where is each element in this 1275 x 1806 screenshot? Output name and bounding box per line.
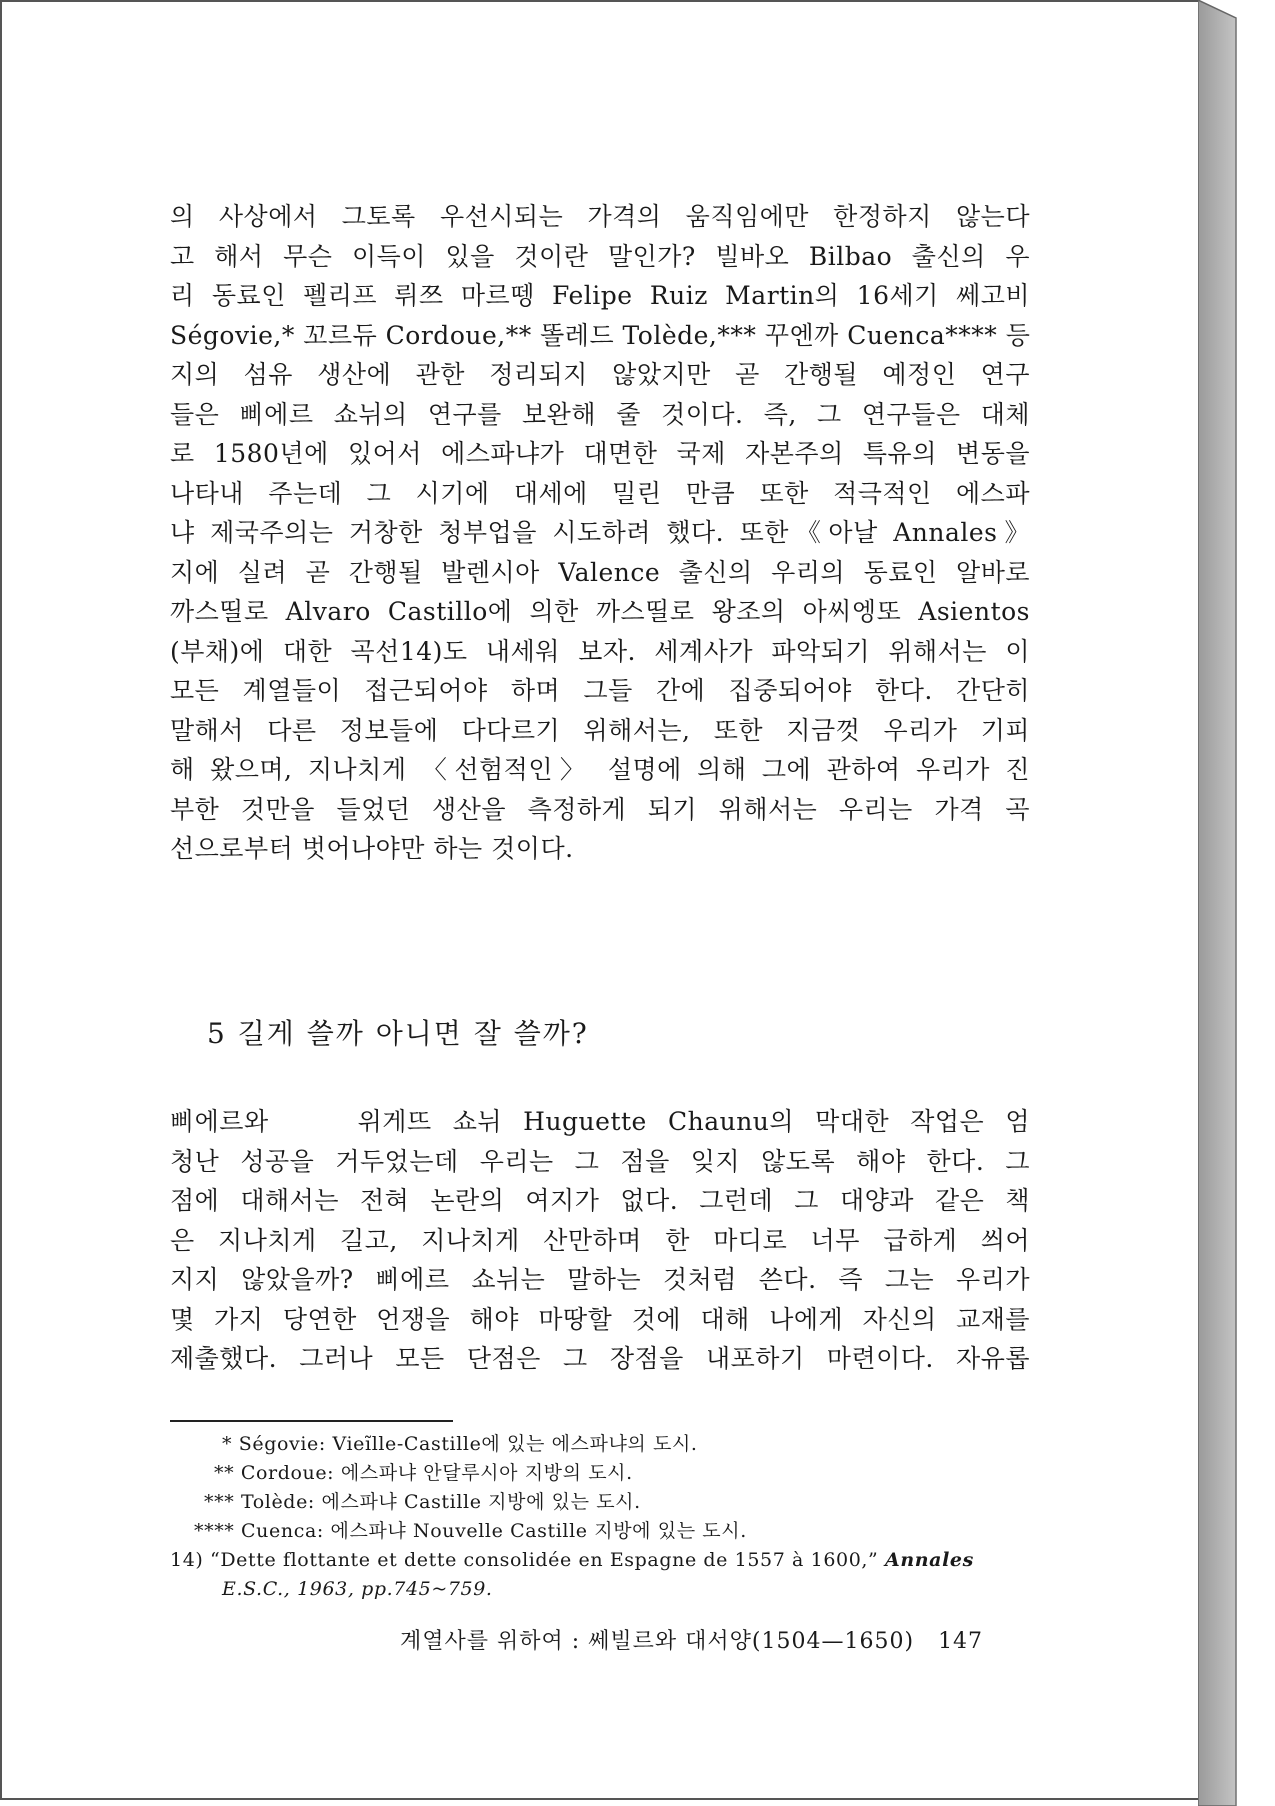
running-title: 계열사를 위하여 : 쎄빌르와 대서양(1504—1650) bbox=[400, 1629, 915, 1654]
text-line: 말해서 다른 정보들에 다다르기 위해서는, 또한 지금껏 우리가 기피 bbox=[170, 715, 1030, 745]
section-heading: 5 길게 쓸까 아니면 잘 쓸까? bbox=[207, 1017, 589, 1050]
text-line: 지의 섬유 생산에 관한 정리되지 않았지만 곧 간행될 예정인 연구 bbox=[170, 360, 1030, 389]
text-line: (부채)에 대한 곡선14)도 내세워 보자. 세계사가 파악되기 위해서는 이 bbox=[170, 636, 1030, 666]
page-number: 147 bbox=[938, 1629, 984, 1654]
footnote-mark: 14) bbox=[170, 1549, 204, 1571]
footnote bbox=[170, 1430, 1030, 1459]
footnote bbox=[170, 1488, 1030, 1517]
footnotes bbox=[170, 1430, 1030, 1604]
footnote bbox=[170, 1459, 1030, 1488]
footnote-mark: ** bbox=[214, 1462, 235, 1484]
page-stack-edge bbox=[1198, 0, 1275, 1806]
footnote-text: Cuenca: 에스파냐 Nouvelle Castille 지방에 있는 도시. bbox=[241, 1520, 747, 1542]
text-line: 해 왔으며, 지나치게 〈선험적인〉 설명에 의해 그에 관하여 우리가 진 bbox=[170, 755, 1030, 784]
journal-title: Annales bbox=[884, 1549, 974, 1571]
footnote-mark: **** bbox=[194, 1520, 235, 1542]
footnote-divider bbox=[170, 1420, 453, 1422]
text-line: 은 지나치게 길고, 지나치게 산만하며 한 마디로 너무 급하게 씌어 bbox=[170, 1225, 1030, 1255]
text-line: 고 해서 무슨 이득이 있을 것이란 말인가? 빌바오 Bilbao 출신의 우 bbox=[170, 241, 1030, 271]
text-line: 선으로부터 벗어나야만 하는 것이다. bbox=[170, 834, 574, 863]
footnote-text: Ségovie: Vieĩlle-Castille에 있는 에스파냐의 도시. bbox=[238, 1433, 698, 1455]
text-line: 부한 것만을 들었던 생산을 측정하게 되기 위해서는 우리는 가격 곡 bbox=[170, 794, 1030, 824]
text-line: 점에 대해서는 전혀 논란의 여지가 없다. 그런데 그 대양과 같은 책 bbox=[170, 1186, 1030, 1215]
text-line: 제출했다. 그러나 모든 단점은 그 장점을 내포하기 마련이다. 자유롭 bbox=[170, 1344, 1030, 1373]
text-line: 로 1580년에 있어서 에스파냐가 대면한 국제 자본주의 특유의 변동을 bbox=[170, 439, 1030, 468]
footnote-text: Cordoue: 에스파냐 안달루시아 지방의 도시. bbox=[240, 1462, 633, 1484]
paragraph-1 bbox=[170, 197, 1030, 869]
footnote-text: E.S.C., 1963, pp.745~759. bbox=[222, 1578, 493, 1600]
footnote-continuation bbox=[170, 1575, 1030, 1604]
text-line: 의 사상에서 그토록 우선시되는 가격의 움직임에만 한정하지 않는다 bbox=[170, 202, 1030, 231]
text-line: 지에 실려 곧 간행될 발렌시아 Valence 출신의 우리의 동료인 알바로 bbox=[170, 557, 1030, 587]
text-line: 몇 가지 당연한 언쟁을 해야 마땅할 것에 대해 나에게 자신의 교재를 bbox=[170, 1304, 1030, 1334]
text-line: 청난 성공을 거두었는데 우리는 그 점을 잊지 않도록 해야 한다. 그 bbox=[170, 1146, 1030, 1176]
text-line: 냐 제국주의는 거창한 청부업을 시도하려 했다. 또한《아날 Annales》 bbox=[170, 518, 1030, 547]
text-line: 나타내 주는데 그 시기에 대세에 밀린 만큼 또한 적극적인 에스파 bbox=[170, 478, 1030, 508]
footnote-mark: * bbox=[222, 1433, 233, 1455]
page-edge-shape bbox=[1198, 0, 1275, 1806]
text-line: 삐에르와 위게뜨 쇼뉘 Huguette Chaunu의 막대한 작업은 엄 bbox=[170, 1107, 1030, 1136]
footnote-text: Tolède: 에스파냐 Castille 지방에 있는 도시. bbox=[240, 1491, 641, 1513]
footnote-mark: *** bbox=[204, 1491, 235, 1513]
text-line: 지지 않았을까? 삐에르 쇼뉘는 말하는 것처럼 쓴다. 즉 그는 우리가 bbox=[170, 1265, 1030, 1294]
page-footer bbox=[400, 1624, 983, 1655]
text-line: Ségovie,* 꼬르듀 Cordoue,** 똘레드 Tolède,*** 꾸엔까 Cuenca**** 등 bbox=[170, 320, 1031, 350]
footnote-text: “Dette flottante et dette consolidée en Espagne de 1557 à 1600,” bbox=[210, 1549, 879, 1571]
paragraph-2 bbox=[170, 1102, 1030, 1379]
footnote bbox=[170, 1546, 1030, 1575]
footnote bbox=[170, 1517, 1030, 1546]
text-line: 모든 계열들이 접근되어야 하며 그들 간에 집중되어야 한다. 간단히 bbox=[170, 676, 1030, 705]
text-line: 까스띨로 Alvaro Castillo에 의한 까스띨로 왕조의 아씨엥또 Asientos bbox=[170, 597, 1030, 626]
text-line: 들은 삐에르 쇼뉘의 연구를 보완해 줄 것이다. 즉, 그 연구들은 대체 bbox=[170, 399, 1030, 429]
text-line: 리 동료인 펠리프 뤼쯔 마르뗑 Felipe Ruiz Martin의 16세기 쎄고비 bbox=[170, 281, 1030, 310]
